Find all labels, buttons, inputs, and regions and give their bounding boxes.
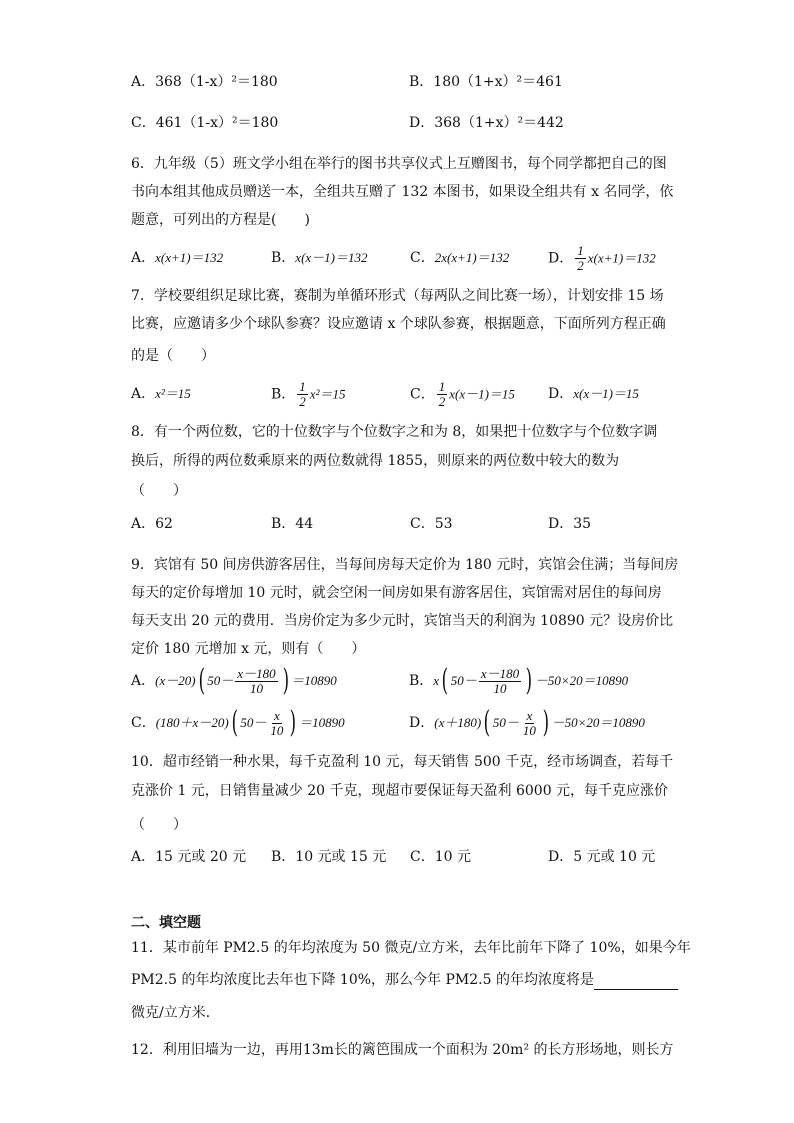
q10-option-a: A．15 元或 20 元 (131, 849, 247, 865)
q11-stem-line-3: 微克/立方米． (131, 1005, 220, 1021)
q6-option-b: B．x(x－1)＝132 (271, 250, 368, 266)
q6-option-c: C．2x(x+1)＝132 (410, 250, 510, 266)
q8-option-c: C．53 (410, 516, 453, 532)
q6-option-a: A．x(x+1)＝132 (131, 250, 224, 266)
q10-option-d: D．5 元或 10 元 (548, 849, 656, 865)
q5-option-b: B．180（1+x）²＝461 (409, 74, 563, 90)
q10-option-c: C．10 元 (410, 849, 471, 865)
q5-option-c: C．461（1-x）²＝180 (131, 115, 279, 131)
q6-option-b-eq: x(x－1)＝132 (295, 250, 368, 265)
q10-stem-line-2: 克涨价 1 元，日销售量减少 20 千克，现超市要保证每天盈利 6000 元，每千克应涨价 (131, 783, 669, 799)
q9-option-b: B．x( 50－ $\frac{x-180}{10}$ ) －50×20＝10890 (409, 663, 629, 698)
q11-answer-blank (594, 975, 678, 990)
q12-stem-line-1: 12．利用旧墙为一边，再用13m长的篱笆围成一个面积为 20m² 的长方形场地，则长方 (131, 1042, 674, 1058)
q11-stem-line-1: 11．某市前年 PM2.5 的年均浓度为 50 微克/立方米，去年比前年下降了 10%，如果今年 (131, 940, 691, 956)
q11-stem-line-2 (131, 970, 658, 990)
section-heading-fill-in: 二、填空题 (131, 915, 201, 931)
q7-option-d-eq: x(x－1)＝15 (573, 386, 639, 401)
q5-option-d: D．368（1+x）²＝442 (409, 115, 564, 131)
q6-option-d-eq: x(x+1)＝132 (587, 250, 656, 266)
q7-option-a-eq: x²＝15 (155, 386, 191, 401)
q7-stem-line-1: 7．学校要组织足球比赛，赛制为单循环形式（每两队之间比赛一场），计划安排 15 场 (131, 288, 664, 304)
q11-stem-line-2-text: PM2.5 的年均浓度比去年也下降 10%，那么今年 PM2.5 的年均浓度将是 (131, 972, 594, 988)
q7-option-c: C． $\frac{1}{2}$ x(x－1)＝15 (410, 379, 515, 409)
q9-option-a: A．(x－20)( 50－ $\frac{x-180}{10}$ ) ＝10890 (131, 663, 337, 698)
q8-option-d: D．35 (548, 516, 592, 532)
q6-stem-line-3: 题意，可列出的方程是( ) (131, 212, 310, 228)
q8-option-b: B．44 (271, 516, 314, 532)
q7-option-b: B． $\frac{1}{2}$ x²＝15 (271, 379, 346, 409)
q7-option-d: D．x(x－1)＝15 (548, 386, 639, 402)
q10-stem-line-1: 10．超市经销一种水果，每千克盈利 10 元，每天销售 500 千克，经市场调查，若每千 (131, 754, 674, 770)
q6-option-d: D． $\frac{1}{2}$ x(x+1)＝132 (548, 243, 656, 273)
q10-option-b: B．10 元或 15 元 (271, 849, 387, 865)
q5-option-a: A．368（1-x）²＝180 (131, 74, 278, 90)
q7-option-a: A．x²＝15 (131, 386, 191, 402)
q9-stem-line-4: 定价 180 元增加 x 元，则有（ ） (131, 641, 366, 657)
q8-stem-line-1: 8．有一个两位数，它的十位数字与个位数字之和为 8，如果把十位数字与个位数字调 (131, 424, 658, 440)
q6-option-a-eq: x(x+1)＝132 (155, 250, 224, 265)
q6-option-c-eq: 2x(x+1)＝132 (434, 250, 510, 265)
q9-stem-line-2: 每天的定价每增加 10 元时，就会空闲一间房如果有游客居住，宾馆需对居住的每间房 (131, 585, 662, 601)
q6-stem-line-1: 6．九年级（5）班文学小组在举行的图书共享仪式上互赠图书，每个同学都把自己的图 (131, 156, 667, 172)
q8-stem-line-2: 换后，所得的两位数乘原来的两位数就得 1855，则原来的两位数中较大的数为 (131, 453, 620, 469)
q7-stem-line-2: 比赛，应邀请多少个球队参赛？设应邀请 x 个球队参赛，根据题意，下面所列方程正确 (131, 316, 666, 332)
q10-stem-line-3: （ ） (131, 817, 187, 833)
q7-c-half-fraction: $\frac{1}{2}$ (438, 379, 446, 409)
q9-stem-line-3: 每天支出 20 元的费用．当房价定为多少元时，宾馆当天的利润为 10890 元？设房价比 (131, 613, 674, 629)
q6-half-fraction: $\frac{1}{2}$ (577, 243, 584, 273)
q7-option-b-eq: x²＝15 (309, 386, 346, 402)
q7-b-half-fraction: $\frac{1}{2}$ (299, 379, 306, 409)
q7-option-c-eq: x(x－1)＝15 (449, 386, 515, 402)
q9-option-c: C．(180＋x－20)( 50－ $\frac{x}{10}$ ) ＝10890 (131, 705, 345, 740)
q9-option-d: D．(x＋180)( 50－ $\frac{x}{10}$ ) －50×20＝10890 (409, 705, 645, 740)
q7-stem-line-3: 的是（ ） (131, 348, 215, 364)
q8-stem-line-3: （ ） (131, 483, 187, 499)
q9-stem-line-1: 9．宾馆有 50 间房供游客居住，当每间房每天定价为 180 元时，宾馆会住满；当每间房 (131, 557, 679, 573)
q8-option-a: A．62 (131, 516, 173, 532)
q6-stem-line-2: 书向本组其他成员赠送一本，全组共互赠了 132 本图书，如果设全组共有 x 名同学，依 (131, 184, 674, 200)
